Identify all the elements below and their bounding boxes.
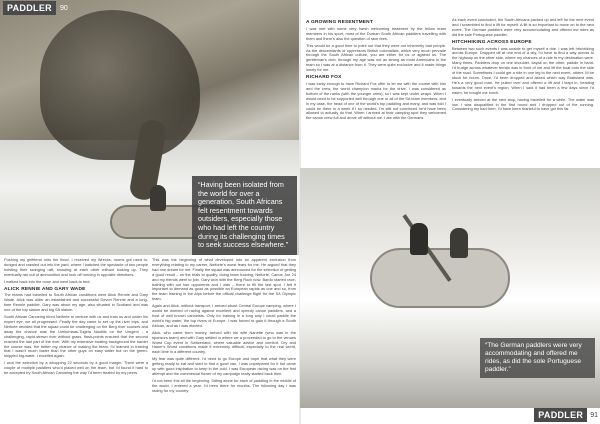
article-column-3	[306, 18, 446, 166]
paragraph: Between two such events I was unable to get myself a ride. I was left hitchhiking across Europe. Dropped off at one end of a city, I'd have to find a way across to the highway on the other side, where my chances of a ride to my destination were. Many times, Paddlers drop on one shoulder, kayak on the other, paddle in hand. I'd trudge across whatever terrain was in front of me and lift the boat onto the side of the road. Sometimes I could get a ride in one leg to the next event, others I'd be stuck for hours. Once, I'd been dropped and asked which way Bratislava was. He's a very good man. He pulled over and offered a lift and I leapt in, heading towards the next event's region. When I said it had been a few days since I'd eaten, he bought me lunch.	[452, 45, 594, 95]
paragraph: As each event concluded, the South Africans packed up and left for the next event and I scrambled to find a lift for myself. A lift is so important to move on to the next event. The German paddlers were very accommodating and offered me rides as did the sole Portuguese paddler.	[452, 17, 594, 37]
right-page	[300, 0, 600, 424]
paragraph: I was met with some very harsh welcoming treatment by the fellow team members in his sport, most of the Durban South African paddlers travelling with them and there's also the question of race fees.	[306, 25, 446, 41]
section-heading: ALICK RENNIE AND GARY WADE	[4, 286, 86, 292]
paddler	[150, 185, 166, 211]
paragraph: Pushing my girlfriend onto the flood, I received my Wrecks, rooms got used to, dodged and crawled out into the yard, where I watched the spectacle of two people hoisting their swinging raft, shouting at each other without looking up. They eventually ran out of ammunition and took off running in opposite directions.	[4, 257, 148, 277]
page-number-left: 90	[59, 4, 68, 12]
article-column-4	[452, 18, 594, 188]
paddler	[450, 228, 468, 258]
magazine-logo: PADDLER	[534, 408, 587, 422]
section-heading: A GROWING RESENTMENT	[306, 20, 373, 25]
paragraph: I'd not been this all the beginning. Sitting alone for each of paddling in the middle of the world, I entered a year. I'd been there for months. The following day I was racing for my country.	[152, 377, 296, 393]
raft	[370, 248, 510, 308]
paragraph: I won the selection by a whopping 22 seconds by a good margin. There were a couple of multiple paddlers who'd placed well on the team, but I'd found it hard to be accepted by South African Canoeing the way I'd been treated by my peers.	[4, 360, 148, 376]
section-heading: HITCHHIKING ACROSS EUROPE	[452, 39, 532, 45]
paragraph: I eventually arrived at the next stop, having travelled for a while. The water was low. I was disqualified in the first round and I dropped out of the running. Considering my bad form, I'd have been thankful to have got this far.	[452, 96, 594, 112]
pull-quote-right: “The German paddlers were very accommodating and offered me rides, as did the sole Portuguese paddler.”	[480, 338, 595, 378]
paragraph: Alick, who came from money, arrived with his wife Nanette (who was in the sponsors team) and with Gary settled in where we a proceeded to go to the venues Worst Cup event in Switzerland, where valuable advice and comfort. Dry and Hauer's Worst conditions made it extremely difficult, especially to the real world, each time in a different country.	[152, 329, 296, 355]
paragraph: South African Canoeing hired Neiforte to venture with us and train us and under his expert eye, we all progressed. Finally the day came to set up the river trips, and Neiforte decided that the squad could be challenging on the Berg river courses and away the chance was the Umkomaas-Tugela Nautilis on the Umgeni - a challenging, rapid-strewn river without grass, flash-points ensured that the second reached the last part of the river. With my extensive boating background the harder the course was, the better my chance of making the team. I'd learned in training that I wasn't much faster than the other guys on easy water but on the green-shipped big-water, I excelled again.	[4, 314, 148, 359]
paragraph: My fear was quite different. I'd need to go Europe and hope that what they were getting ready to eat and start to find a good van. I was unprepared for it but came up with good inspiration to keep in the cold. I was European racing was on the first attempt and the commercial flower of my campaign really started back then.	[152, 356, 296, 376]
paddler	[410, 223, 428, 255]
paragraph: Again and Alick, without transport, I arrived about Central Europe camping, where I would be worried of racing against excellent and speedy canoe paddlers, and a host of well known canoeists. Only for training in a long way I could paddle the world's big water, the top rivers of Europe. I was forced to gain it through a South African, and as I was elected.	[152, 303, 296, 328]
paragraph: This was the beginning of what developed into an apparent exclusion from everything relating to my career, Neiforte's worst fears for me. He argued that they had one dream for me. Finally the squad was announced for the selection of getting a good result – on the trials to qualify, doing team training, Neiforte. Canoe Joe 24 and my friends went to join. Gary won with the Berg Rock now. Bardo started race-training with our two opponents and I was – there to fill the last spot. I felt it important to demand as good as possible an European rapids as one and so, from the team training in the Alps before the official challenge flight for the SA Olympic team.	[152, 257, 296, 302]
page-number-right: 91	[590, 411, 598, 419]
section-heading: RICHARD FOX	[306, 75, 342, 81]
paragraph: I was lucky enough to have Richard Fox offer to let me with the course with him and the crew, the world champion mania for the drive. I was considered as bottom of the ranks (with the younger ones), so I was kept under wraps. When I would need to be supported well through one or all of the SA team members, and in my case, the head of one of the world's top paddling and many, and was told I could be there in a week if I so needed. I'm still not convinced he'd have been allowed to actually do that. When I arrived at their camping spot they welcomed the canoe crew full and drove off without me. I ate with the Germans.	[306, 80, 446, 121]
magazine-logo: PADDLER	[3, 1, 56, 15]
paragraph: The teams had travelled to South African conditions were Alick Rennie and Gary Wade. Alick was older an established and successful Devon Rennie and a long-time Rennie paddler. Gary was about my age, also situated in Scotland and was one of the top slalom and big SA slalom.	[4, 292, 148, 313]
page-header	[0, 0, 68, 16]
paragraph: I walked back into the room and went back to bed.	[4, 278, 91, 284]
article-column-1	[4, 258, 148, 422]
paragraph: This would be a good time to point out that they were not inherently bad people. As the descendants of oppressors British colonialists, which very much pervade through the South African culture, you are either for us or against us. The gentleman's club, through my age was not as strong as most Americans in the team so I was at a distance from it. They were quite exclusive and it made things lonely for me.	[306, 42, 446, 73]
elephant-shape	[40, 10, 200, 160]
article-column-2	[152, 258, 296, 422]
page-footer	[534, 408, 598, 422]
pull-quote-left: “Having been isolated from the world for over a generation, South Africans felt resentment towards outsiders, especially those who had left the country during its challenging times to seek success elsewhere.”	[192, 176, 297, 255]
